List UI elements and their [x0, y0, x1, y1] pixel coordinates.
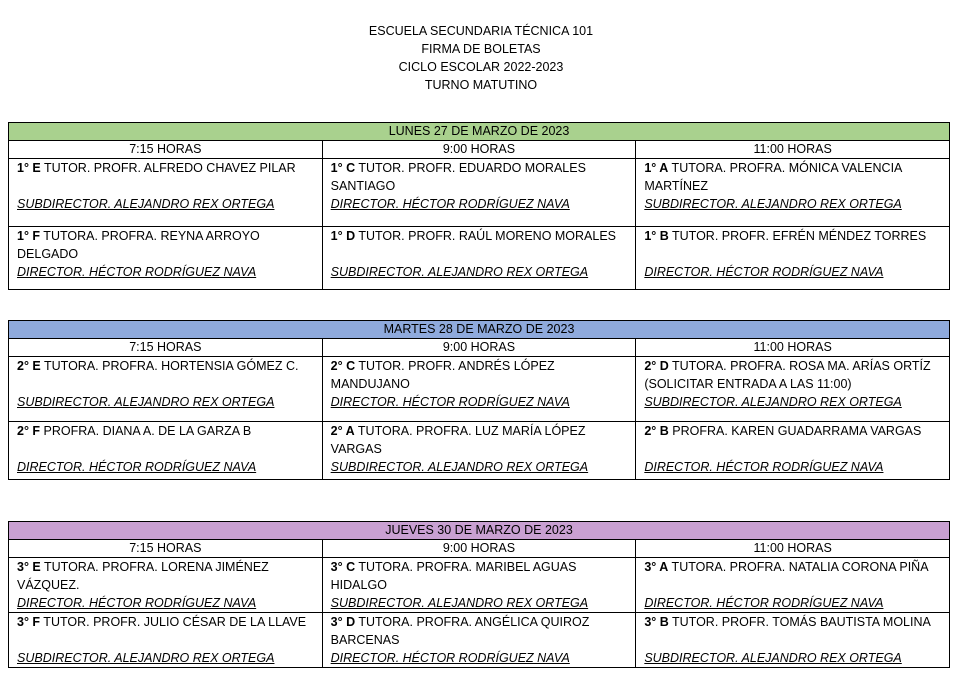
slot-cell [9, 357, 323, 422]
slot-cell [9, 227, 323, 290]
hour-label: 7:15 HORAS [9, 339, 323, 357]
tutor-name: PROFRA. KAREN GUADARRAMA VARGAS [668, 424, 922, 438]
hour-label: 9:00 HORAS [322, 141, 636, 159]
school-name: ESCUELA SECUNDARIA TÉCNICA 101 [368, 24, 594, 38]
school-cycle: CICLO ESCOLAR 2022-2023 [398, 60, 564, 74]
slot-cell [322, 227, 636, 290]
signer-role: SUBDIRECTOR. ALEJANDRO REX ORTEGA [17, 395, 275, 409]
document-title: FIRMA DE BOLETAS [421, 42, 541, 56]
group-label: 1° C [330, 161, 356, 175]
group-label: 3° E [17, 560, 41, 574]
group-label: 2° B [644, 424, 669, 438]
group-label: 3° C [330, 560, 356, 574]
signer-role: DIRECTOR. HÉCTOR RODRÍGUEZ NAVA [17, 265, 257, 279]
day-title: JUEVES 30 DE MARZO DE 2023 [9, 522, 950, 540]
group-label: 2° A [330, 424, 355, 438]
slot-cell [9, 613, 323, 668]
tutor-name: TUTOR. PROFR. JULIO CÉSAR DE LA LLAVE [40, 615, 307, 629]
signer-role: SUBDIRECTOR. ALEJANDRO REX ORTEGA [330, 265, 589, 279]
signer-role: SUBDIRECTOR. ALEJANDRO REX ORTEGA [644, 395, 902, 409]
signer-role: DIRECTOR. HÉCTOR RODRÍGUEZ NAVA [330, 651, 570, 665]
tutor-name: TUTOR. PROFR. RAÚL MORENO MORALES [355, 229, 617, 243]
tutor-name: TUTOR. PROFR. ALFREDO CHAVEZ PILAR [40, 161, 296, 175]
slot-cell [636, 227, 950, 290]
tutor-name: TUTORA. PROFRA. REYNA ARROYO DELGADO [17, 229, 260, 261]
signer-role: SUBDIRECTOR. ALEJANDRO REX ORTEGA [17, 197, 275, 211]
schedule-table-lunes [8, 122, 950, 290]
group-label: 1° E [17, 161, 41, 175]
signer-role: DIRECTOR. HÉCTOR RODRÍGUEZ NAVA [17, 460, 257, 474]
group-label: 1° B [644, 229, 669, 243]
slot-cell [322, 613, 636, 668]
slot-cell [636, 422, 950, 480]
tutor-name: TUTORA. PROFRA. MÓNICA VALENCIA MARTÍNEZ [644, 161, 902, 193]
slot-cell [9, 422, 323, 480]
document-header [0, 22, 962, 94]
group-label: 1° A [644, 161, 669, 175]
signer-role: SUBDIRECTOR. ALEJANDRO REX ORTEGA [644, 651, 902, 665]
group-label: 1° F [17, 229, 41, 243]
tutor-name: TUTORA. PROFRA. LUZ MARÍA LÓPEZ VARGAS [330, 424, 586, 456]
signer-role: DIRECTOR. HÉCTOR RODRÍGUEZ NAVA [644, 265, 884, 279]
tutor-name: TUTOR. PROFR. EFRÉN MÉNDEZ TORRES [668, 229, 927, 243]
tutor-name: TUTORA. PROFRA. ANGÉLICA QUIROZ BARCENAS [330, 615, 590, 647]
signer-role: DIRECTOR. HÉCTOR RODRÍGUEZ NAVA [644, 460, 884, 474]
slot-cell [636, 613, 950, 668]
group-label: 3° F [17, 615, 41, 629]
group-label: 3° A [644, 560, 669, 574]
slot-cell [636, 159, 950, 227]
group-label: 2° F [17, 424, 41, 438]
hour-label: 11:00 HORAS [636, 540, 950, 558]
signer-role: SUBDIRECTOR. ALEJANDRO REX ORTEGA [17, 651, 275, 665]
signer-role: DIRECTOR. HÉCTOR RODRÍGUEZ NAVA [330, 197, 570, 211]
slot-cell [322, 558, 636, 613]
signer-role: SUBDIRECTOR. ALEJANDRO REX ORTEGA [644, 197, 902, 211]
group-label: 1° D [330, 229, 356, 243]
signer-role: DIRECTOR. HÉCTOR RODRÍGUEZ NAVA [644, 596, 884, 610]
tutor-name: TUTOR. PROFR. ANDRÉS LÓPEZ MANDUJANO [330, 359, 555, 391]
group-label: 2° E [17, 359, 41, 373]
signer-role: DIRECTOR. HÉCTOR RODRÍGUEZ NAVA [17, 596, 257, 610]
tutor-name: TUTORA. PROFRA. HORTENSIA GÓMEZ C. [40, 359, 299, 373]
schedule-table-jueves [8, 521, 950, 668]
signer-role: DIRECTOR. HÉCTOR RODRÍGUEZ NAVA [330, 395, 570, 409]
hour-label: 11:00 HORAS [636, 141, 950, 159]
tutor-name: TUTORA. PROFRA. NATALIA CORONA PIÑA [668, 560, 929, 574]
day-title: LUNES 27 DE MARZO DE 2023 [9, 123, 950, 141]
shift: TURNO MATUTINO [424, 78, 538, 92]
hour-label: 9:00 HORAS [322, 540, 636, 558]
tutor-name: TUTOR. PROFR. TOMÁS BAUTISTA MOLINA [668, 615, 931, 629]
hour-label: 9:00 HORAS [322, 339, 636, 357]
hour-label: 7:15 HORAS [9, 141, 323, 159]
slot-cell [636, 558, 950, 613]
group-label: 2° D [644, 359, 669, 373]
group-label: 2° C [330, 359, 356, 373]
hour-label: 7:15 HORAS [9, 540, 323, 558]
tutor-name: PROFRA. DIANA A. DE LA GARZA B [40, 424, 252, 438]
slot-cell [322, 422, 636, 480]
slot-cell [9, 159, 323, 227]
tutor-name: TUTORA. PROFRA. MARIBEL AGUAS HIDALGO [330, 560, 577, 592]
slot-cell [636, 357, 950, 422]
slot-cell [9, 558, 323, 613]
day-title: MARTES 28 DE MARZO DE 2023 [9, 321, 950, 339]
slot-cell [322, 159, 636, 227]
slot-cell [322, 357, 636, 422]
tutor-name: TUTOR. PROFR. EDUARDO MORALES SANTIAGO [330, 161, 586, 193]
tutor-name: TUTORA. PROFRA. ROSA MA. ARÍAS ORTÍZ (SOLICITAR ENTRADA A LAS 11:00) [644, 359, 931, 391]
tutor-name: TUTORA. PROFRA. LORENA JIMÉNEZ VÁZQUEZ. [17, 560, 269, 592]
group-label: 3° B [644, 615, 669, 629]
schedule-table-martes [8, 320, 950, 480]
group-label: 3° D [330, 615, 356, 629]
signer-role: SUBDIRECTOR. ALEJANDRO REX ORTEGA [330, 460, 589, 474]
signer-role: SUBDIRECTOR. ALEJANDRO REX ORTEGA [330, 596, 589, 610]
hour-label: 11:00 HORAS [636, 339, 950, 357]
